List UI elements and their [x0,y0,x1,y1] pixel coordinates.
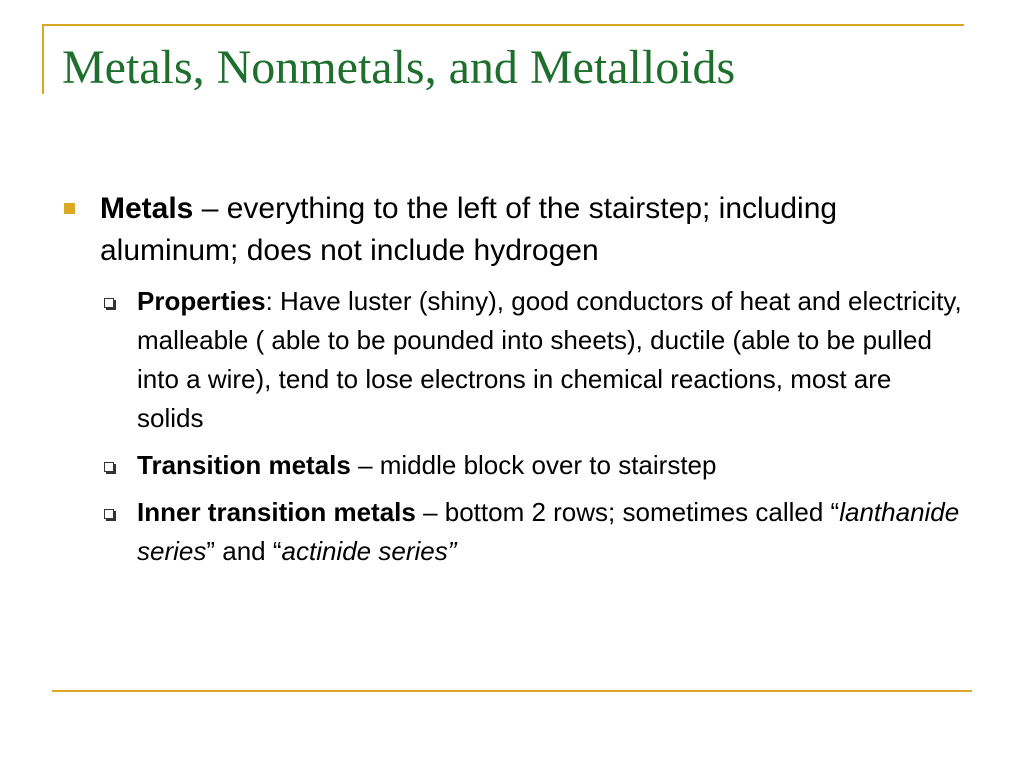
frame-top-rule [42,24,964,26]
footer-rule [52,690,972,692]
sub-bullet-inner-transition-metals [100,493,962,571]
hollow-square-bullet-icon [104,509,114,519]
sub-bullet-transition-text: – middle block over to stairstep [350,450,717,480]
bullet-metals-text: – everything to the left of the stairstep; including aluminum; does not include hydrogen [100,192,838,267]
actinide-series-label: actinide series” [281,536,457,566]
sub-bullet-properties [100,282,962,438]
slide-title: Metals, Nonmetals, and Metalloids [62,41,736,94]
sub-bullet-list [62,282,962,571]
lanthanide-series-label: lanthanide series [137,497,960,566]
slide-body [62,188,962,579]
filled-square-icon [64,203,75,214]
frame-left-rule [42,24,44,94]
hollow-square-bullet-icon [104,462,114,472]
bullet-metals-term: Metals [100,192,194,225]
sub-bullet-inner-term: Inner transition metals [137,497,416,527]
bullet-metals [62,188,962,272]
hollow-square-bullet-icon [104,298,114,308]
sub-bullet-properties-text: : Have luster (shiny), good conductors of heat and electricity, malleable ( able to be pounded into sheets), ductile (able to be pulled into a wire), tend to lose electrons in chemical reactions, most are solids [137,286,962,433]
sub-bullet-properties-term: Properties [137,286,266,316]
sub-bullet-transition-term: Transition metals [137,450,351,480]
sub-bullet-inner-text: – bottom 2 rows; sometimes called “ [415,497,840,527]
sub-bullet-inner-text-2: ” and “ [206,536,282,566]
sub-bullet-transition-metals [100,446,962,485]
